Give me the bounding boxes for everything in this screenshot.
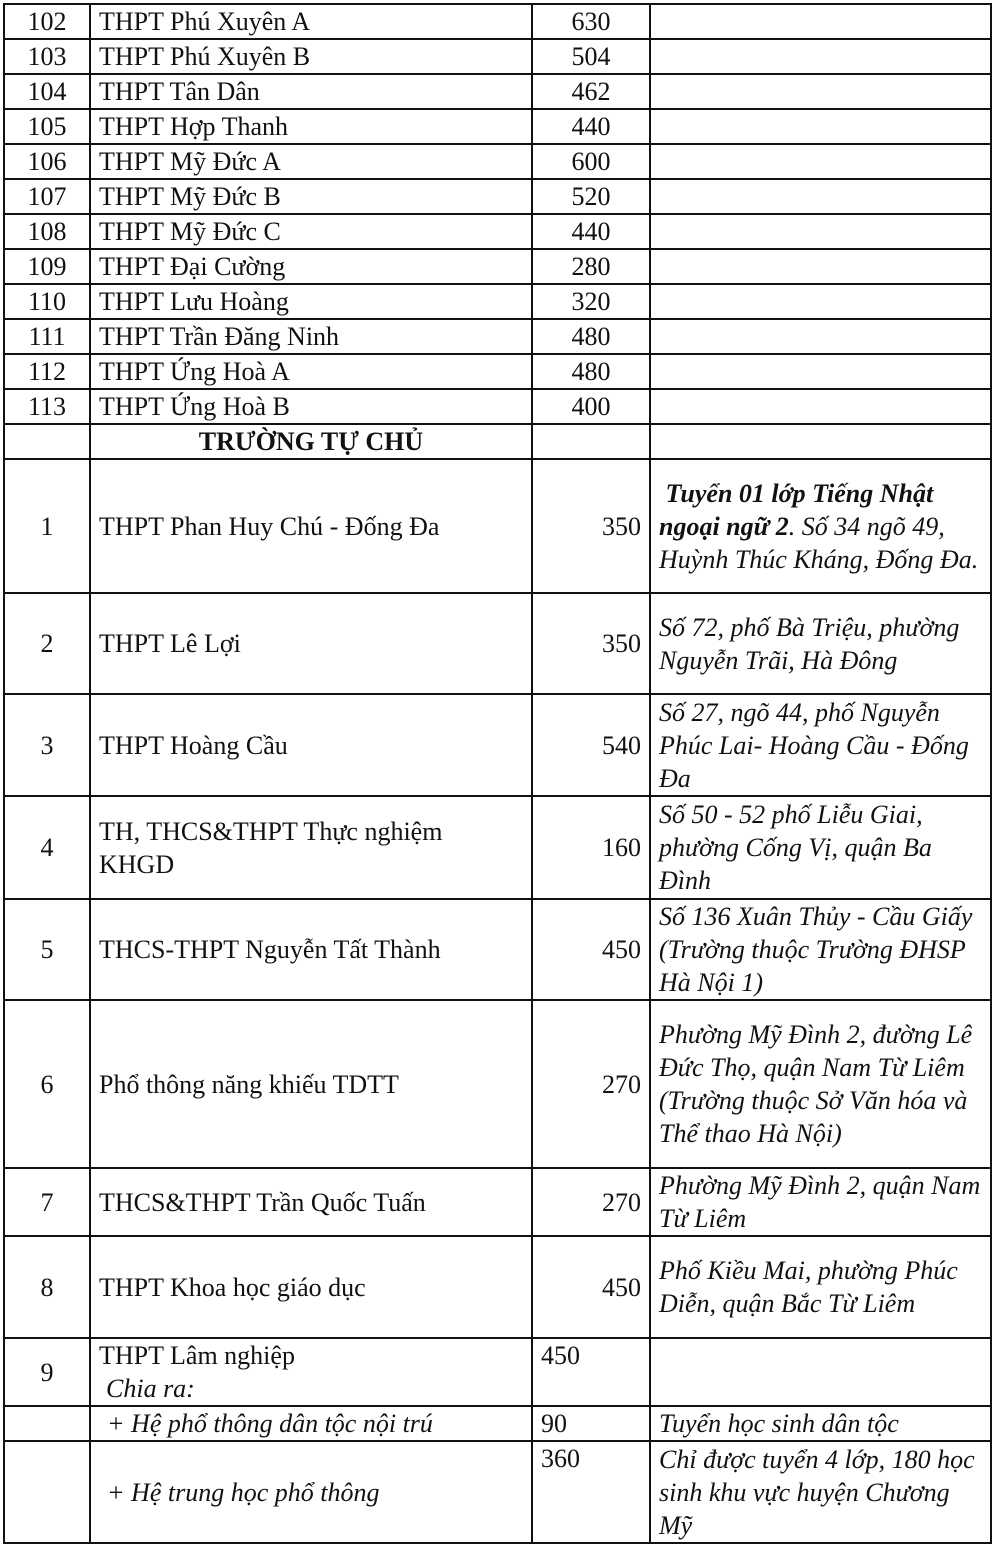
quota: 360: [532, 1441, 650, 1543]
school-name: THPT Trần Đăng Ninh: [90, 319, 532, 354]
empty-cell: [4, 1406, 90, 1441]
note: [650, 284, 991, 319]
school-name: THPT Khoa học giáo dục: [90, 1236, 532, 1338]
row-number: 7: [4, 1168, 90, 1236]
table-row: [4, 459, 991, 593]
empty-cell: [532, 424, 650, 459]
quota: 280: [532, 249, 650, 284]
sub-program-name: + Hệ trung học phổ thông: [90, 1441, 532, 1543]
table-row: [4, 214, 991, 249]
row-number: 113: [4, 389, 90, 424]
table-row: [4, 144, 991, 179]
quota: 504: [532, 39, 650, 74]
row-number: 8: [4, 1236, 90, 1338]
row-number: 6: [4, 1000, 90, 1168]
school-name: THPT Phú Xuyên B: [90, 39, 532, 74]
note: Phường Mỹ Đình 2, quận Nam Từ Liêm: [650, 1168, 991, 1236]
quota: 450: [532, 1338, 650, 1406]
note: Phố Kiều Mai, phường Phúc Diễn, quận Bắc Từ Liêm: [650, 1236, 991, 1338]
school-name: TH, THCS&THPT Thực nghiệm KHGD: [90, 796, 532, 899]
table-row: [4, 593, 991, 694]
quota: 480: [532, 319, 650, 354]
note: [650, 1338, 991, 1406]
empty-cell: [650, 424, 991, 459]
row-number: 107: [4, 179, 90, 214]
table-row: [4, 1406, 991, 1441]
school-name: THPT Phan Huy Chú - Đống Đa: [90, 459, 532, 593]
school-name: THPT Tân Dân: [90, 74, 532, 109]
table-row: [4, 389, 991, 424]
quota: 600: [532, 144, 650, 179]
table-row: [4, 354, 991, 389]
note: Số 72, phố Bà Triệu, phường Nguyễn Trãi, Hà Đông: [650, 593, 991, 694]
table-row: [4, 1338, 991, 1406]
school-name: THPT Ứng Hoà A: [90, 354, 532, 389]
school-name: THPT Mỹ Đức B: [90, 179, 532, 214]
quota: 630: [532, 4, 650, 39]
sub-label: Chia ra:: [106, 1374, 195, 1403]
note: [650, 39, 991, 74]
note: Tuyển học sinh dân tộc: [650, 1406, 991, 1441]
note: Chỉ được tuyển 4 lớp, 180 học sinh khu vực huyện Chương Mỹ: [650, 1441, 991, 1543]
note: [650, 74, 991, 109]
row-number: 102: [4, 4, 90, 39]
note: Số 50 - 52 phố Liễu Giai, phường Cống Vị, quận Ba Đình: [650, 796, 991, 899]
quota: 350: [532, 459, 650, 593]
row-number: 110: [4, 284, 90, 319]
row-number: 106: [4, 144, 90, 179]
empty-cell: [4, 1441, 90, 1543]
note: [650, 249, 991, 284]
note: [650, 109, 991, 144]
sub-program-name: + Hệ phổ thông dân tộc nội trú: [90, 1406, 532, 1441]
table-row: [4, 1441, 991, 1543]
row-number: 112: [4, 354, 90, 389]
row-number: 4: [4, 796, 90, 899]
quota: 440: [532, 214, 650, 249]
quota: 270: [532, 1168, 650, 1236]
quota: 90: [532, 1406, 650, 1441]
table-row: [4, 179, 991, 214]
quota: 400: [532, 389, 650, 424]
school-name: THCS-THPT Nguyễn Tất Thành: [90, 899, 532, 1000]
note: [650, 459, 991, 593]
quota: 350: [532, 593, 650, 694]
quota: 320: [532, 284, 650, 319]
row-number: 111: [4, 319, 90, 354]
school-name: THPT Lê Lợi: [90, 593, 532, 694]
school-name: THCS&THPT Trần Quốc Tuấn: [90, 1168, 532, 1236]
school-name: THPT Phú Xuyên A: [90, 4, 532, 39]
table-row: [4, 319, 991, 354]
row-number: 1: [4, 459, 90, 593]
row-number: 109: [4, 249, 90, 284]
enrollment-quota-document: [3, 3, 992, 1544]
table-row: [4, 109, 991, 144]
section-title: TRƯỜNG TỰ CHỦ: [90, 424, 532, 459]
quota: 450: [532, 899, 650, 1000]
school-name: THPT Lưu Hoàng: [90, 284, 532, 319]
note-emphasis: Tuyển 01 lớp Tiếng Nhật ngoại ngữ 2: [659, 478, 934, 541]
table-row: [4, 796, 991, 899]
note: [650, 144, 991, 179]
school-name: Phổ thông năng khiếu TDTT: [90, 1000, 532, 1168]
note-address: . Số 34 ngõ 49, Huỳnh Thúc Kháng, Đống Đa.: [659, 511, 979, 574]
note: Số 27, ngõ 44, phố Nguyễn Phúc Lai- Hoàng Cầu - Đống Đa: [650, 694, 991, 796]
row-number: 2: [4, 593, 90, 694]
note: [650, 319, 991, 354]
row-number: 3: [4, 694, 90, 796]
quota: 480: [532, 354, 650, 389]
table-row: [4, 1000, 991, 1168]
note: Số 136 Xuân Thủy - Cầu Giấy (Trường thuộc Trường ĐHSP Hà Nội 1): [650, 899, 991, 1000]
quota: 160: [532, 796, 650, 899]
school-name: THPT Ứng Hoà B: [90, 389, 532, 424]
section-header-row: [4, 424, 991, 459]
quota: 520: [532, 179, 650, 214]
table-row: [4, 74, 991, 109]
note: [650, 389, 991, 424]
table-row: [4, 694, 991, 796]
note: [650, 214, 991, 249]
quota: 270: [532, 1000, 650, 1168]
school-name: THPT Mỹ Đức C: [90, 214, 532, 249]
quota: 462: [532, 74, 650, 109]
school-name: THPT Đại Cường: [90, 249, 532, 284]
note: [650, 179, 991, 214]
table-row: [4, 249, 991, 284]
school-name-cell: [90, 1338, 532, 1406]
row-number: 9: [4, 1338, 90, 1406]
quota: 450: [532, 1236, 650, 1338]
row-number: 108: [4, 214, 90, 249]
table-row: [4, 284, 991, 319]
table-row: [4, 1168, 991, 1236]
row-number: 104: [4, 74, 90, 109]
table-row: [4, 1236, 991, 1338]
note: [650, 354, 991, 389]
school-name: THPT Hợp Thanh: [90, 109, 532, 144]
quota: 440: [532, 109, 650, 144]
row-number: 103: [4, 39, 90, 74]
table-row: [4, 39, 991, 74]
table-row: [4, 4, 991, 39]
school-name: THPT Hoàng Cầu: [90, 694, 532, 796]
quota: 540: [532, 694, 650, 796]
school-quota-table: [3, 3, 992, 1544]
empty-cell: [4, 424, 90, 459]
table-row: [4, 899, 991, 1000]
row-number: 5: [4, 899, 90, 1000]
note: Phường Mỹ Đình 2, đường Lê Đức Thọ, quận Nam Từ Liêm (Trường thuộc Sở Văn hóa và Thể thao Hà Nội): [650, 1000, 991, 1168]
school-name: THPT Mỹ Đức A: [90, 144, 532, 179]
note: [650, 4, 991, 39]
school-name: THPT Lâm nghiệp: [99, 1341, 295, 1370]
row-number: 105: [4, 109, 90, 144]
